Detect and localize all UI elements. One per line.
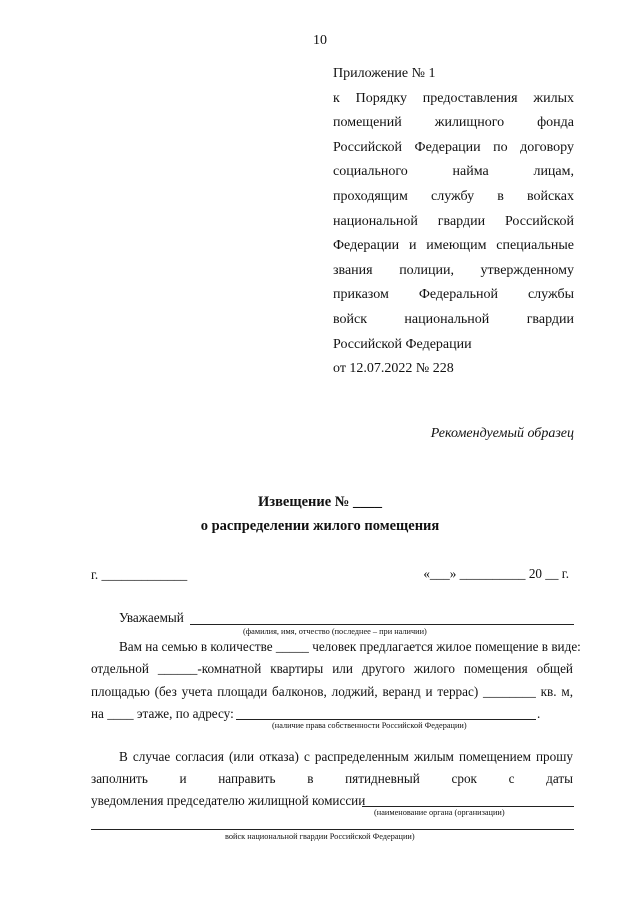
organization-hint-continued: войск национальной гвардии Российской Федерации) bbox=[225, 832, 415, 841]
commission-line bbox=[362, 806, 574, 807]
appendix-line: войск национальной гвардии bbox=[333, 311, 574, 327]
addressee-line bbox=[190, 624, 574, 625]
appendix-line: социального найма лицам, bbox=[333, 164, 574, 180]
paragraph1-line2: отдельной ______-комнатной квартиры или другого жилого помещения общей bbox=[91, 661, 573, 676]
appendix-line: к Порядку предоставления жилых bbox=[333, 90, 574, 106]
appendix-line: Российской Федерации по договору bbox=[333, 139, 574, 155]
page-number: 10 bbox=[313, 33, 327, 48]
addressee-hint: (фамилия, имя, отчество (последнее – при наличии) bbox=[243, 627, 427, 636]
appendix-line: национальной гвардии Российской bbox=[333, 213, 574, 229]
address-hint: (наличие права собственности Российской Федерации) bbox=[272, 721, 467, 730]
appendix-title: Приложение № 1 bbox=[333, 66, 436, 81]
date-field: «___» __________ 20 __ г. bbox=[423, 566, 569, 581]
appendix-block bbox=[333, 62, 574, 382]
paragraph1-line3: площадью (без учета площади балконов, лоджий, веранд и террас) ________ кв. м, bbox=[91, 684, 573, 699]
place-field: г. _____________ bbox=[91, 567, 188, 582]
address-end: . bbox=[537, 706, 541, 721]
notice-title: Извещение № ____ bbox=[257, 494, 382, 510]
addressee-label: Уважаемый bbox=[119, 610, 184, 625]
appendix-line: Федерации и имеющим специальные bbox=[333, 238, 574, 254]
address-line bbox=[236, 719, 536, 720]
notice-subtitle: о распределении жилого помещения bbox=[200, 518, 440, 534]
organization-line bbox=[91, 829, 574, 830]
appendix-line: Российской Федерации bbox=[333, 336, 472, 352]
paragraph1-line4: на ____ этаже, по адресу: bbox=[91, 706, 234, 721]
paragraph2-line1: В случае согласия (или отказа) с распределенным жилым помещением прошу bbox=[119, 749, 573, 764]
paragraph1-line1: Вам на семью в количестве _____ человек предлагается жилое помещение в виде: bbox=[119, 639, 581, 654]
appendix-line: звания полиции, утвержденному bbox=[333, 262, 574, 278]
recommended-sample-label: Рекомендуемый образец bbox=[430, 426, 574, 441]
appendix-line: помещений жилищного фонда bbox=[333, 115, 574, 131]
paragraph2-line2: заполнить и направить в пятидневный срок с даты bbox=[91, 771, 573, 786]
appendix-line: проходящим службу в войсках bbox=[333, 188, 574, 204]
paragraph2-line3: уведомления председателю жилищной комиссии bbox=[91, 793, 366, 808]
organization-hint: (наименование органа (организации) bbox=[374, 808, 505, 817]
appendix-date: от 12.07.2022 № 228 bbox=[333, 361, 454, 377]
appendix-line: приказом Федеральной службы bbox=[333, 287, 574, 303]
